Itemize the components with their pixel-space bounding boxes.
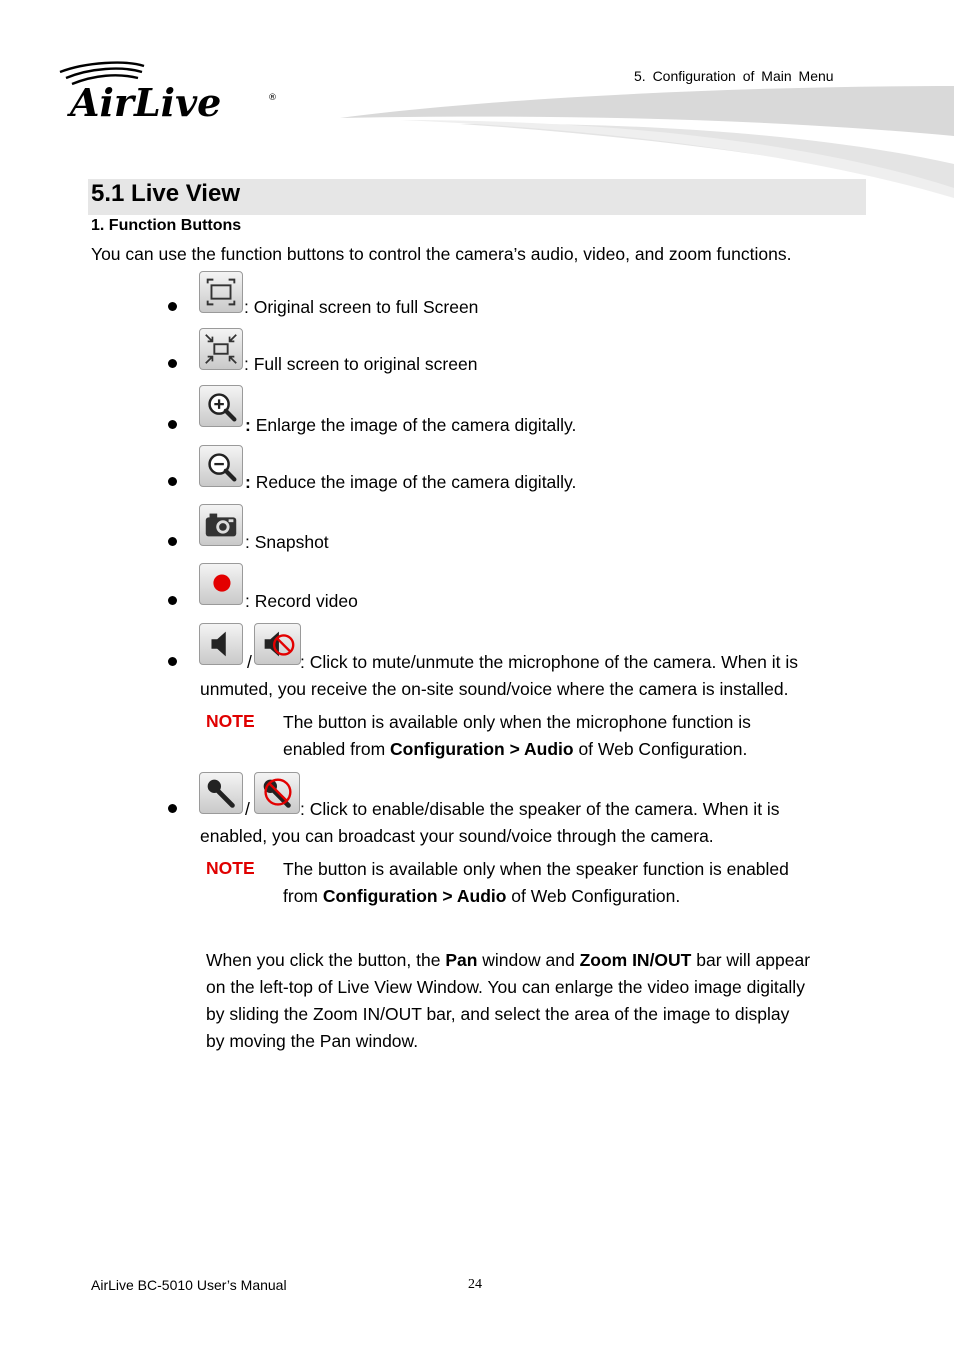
fullscreen-icon xyxy=(199,271,243,313)
zoom-in-icon xyxy=(199,385,243,427)
audio-item-line1: : Click to mute/unmute the microphone of the camera. When it is xyxy=(300,652,798,672)
bullet xyxy=(168,596,177,605)
svg-text:®: ® xyxy=(268,93,277,103)
item-exit-fullscreen-text: : Full screen to original screen xyxy=(244,354,478,374)
section-title: 5.1 Live View xyxy=(91,180,240,207)
closing-line-1: When you click the button, the Pan window and Zoom IN/OUT bar will appear xyxy=(206,950,811,970)
airlive-logo xyxy=(56,58,286,122)
mic-note-line2: from Configuration > Audio of Web Configuration. xyxy=(283,886,681,906)
item-zoom-in-text: : Enlarge the image of the camera digitally. xyxy=(245,415,577,435)
subsection-heading: 1. Function Buttons xyxy=(91,217,242,234)
closing-line-4: by moving the Pan window. xyxy=(206,1031,419,1051)
audio-note-line2: enabled from Configuration > Audio of Web Configuration. xyxy=(283,739,748,759)
record-icon xyxy=(199,563,243,605)
bullet xyxy=(168,477,177,486)
audio-note-line1: The button is available only when the microphone function is xyxy=(283,712,751,732)
item-snapshot-text: : Snapshot xyxy=(245,532,329,552)
microphone-disabled-icon xyxy=(254,772,300,814)
bullet xyxy=(168,302,177,311)
bullet xyxy=(168,420,177,429)
exit-fullscreen-icon xyxy=(199,328,243,370)
item-record-text: : Record video xyxy=(245,591,358,611)
bullet xyxy=(168,537,177,546)
footer-manual-title: AirLive BC-5010 User’s Manual xyxy=(91,1277,287,1293)
zoom-out-icon xyxy=(199,445,243,487)
closing-line-2: on the left-top of Live View Window. You can enlarge the video image digitally xyxy=(206,977,805,997)
item-fullscreen-text: : Original screen to full Screen xyxy=(244,297,479,317)
separator: / xyxy=(247,652,252,672)
svg-text:AirLive: AirLive xyxy=(70,80,222,122)
chapter-heading: 5. Configuration of Main Menu xyxy=(634,68,834,84)
speaker-muted-icon xyxy=(254,623,301,665)
mic-note-line1: The button is available only when the speaker function is enabled xyxy=(283,859,789,879)
speaker-icon xyxy=(199,623,243,665)
microphone-icon xyxy=(199,772,243,814)
audio-item-line2: unmuted, you receive the on-site sound/voice where the camera is installed. xyxy=(200,679,789,699)
separator: / xyxy=(245,799,250,819)
item-zoom-out-text: : Reduce the image of the camera digitally. xyxy=(245,472,577,492)
note-label: NOTE xyxy=(206,858,255,878)
closing-line-3: by sliding the Zoom IN/OUT bar, and select the area of the image to display xyxy=(206,1004,790,1024)
mic-item-line2: enabled, you can broadcast your sound/voice through the camera. xyxy=(200,826,714,846)
bullet xyxy=(168,657,177,666)
note-label: NOTE xyxy=(206,711,255,731)
page-number: 24 xyxy=(468,1277,482,1292)
mic-item-line1: : Click to enable/disable the speaker of the camera. When it is xyxy=(300,799,780,819)
camera-icon xyxy=(199,504,243,546)
bullet xyxy=(168,804,177,813)
bullet xyxy=(168,359,177,368)
intro-paragraph: You can use the function buttons to control the camera’s audio, video, and zoom functions. xyxy=(91,244,792,264)
closing-paragraph xyxy=(206,947,886,1055)
